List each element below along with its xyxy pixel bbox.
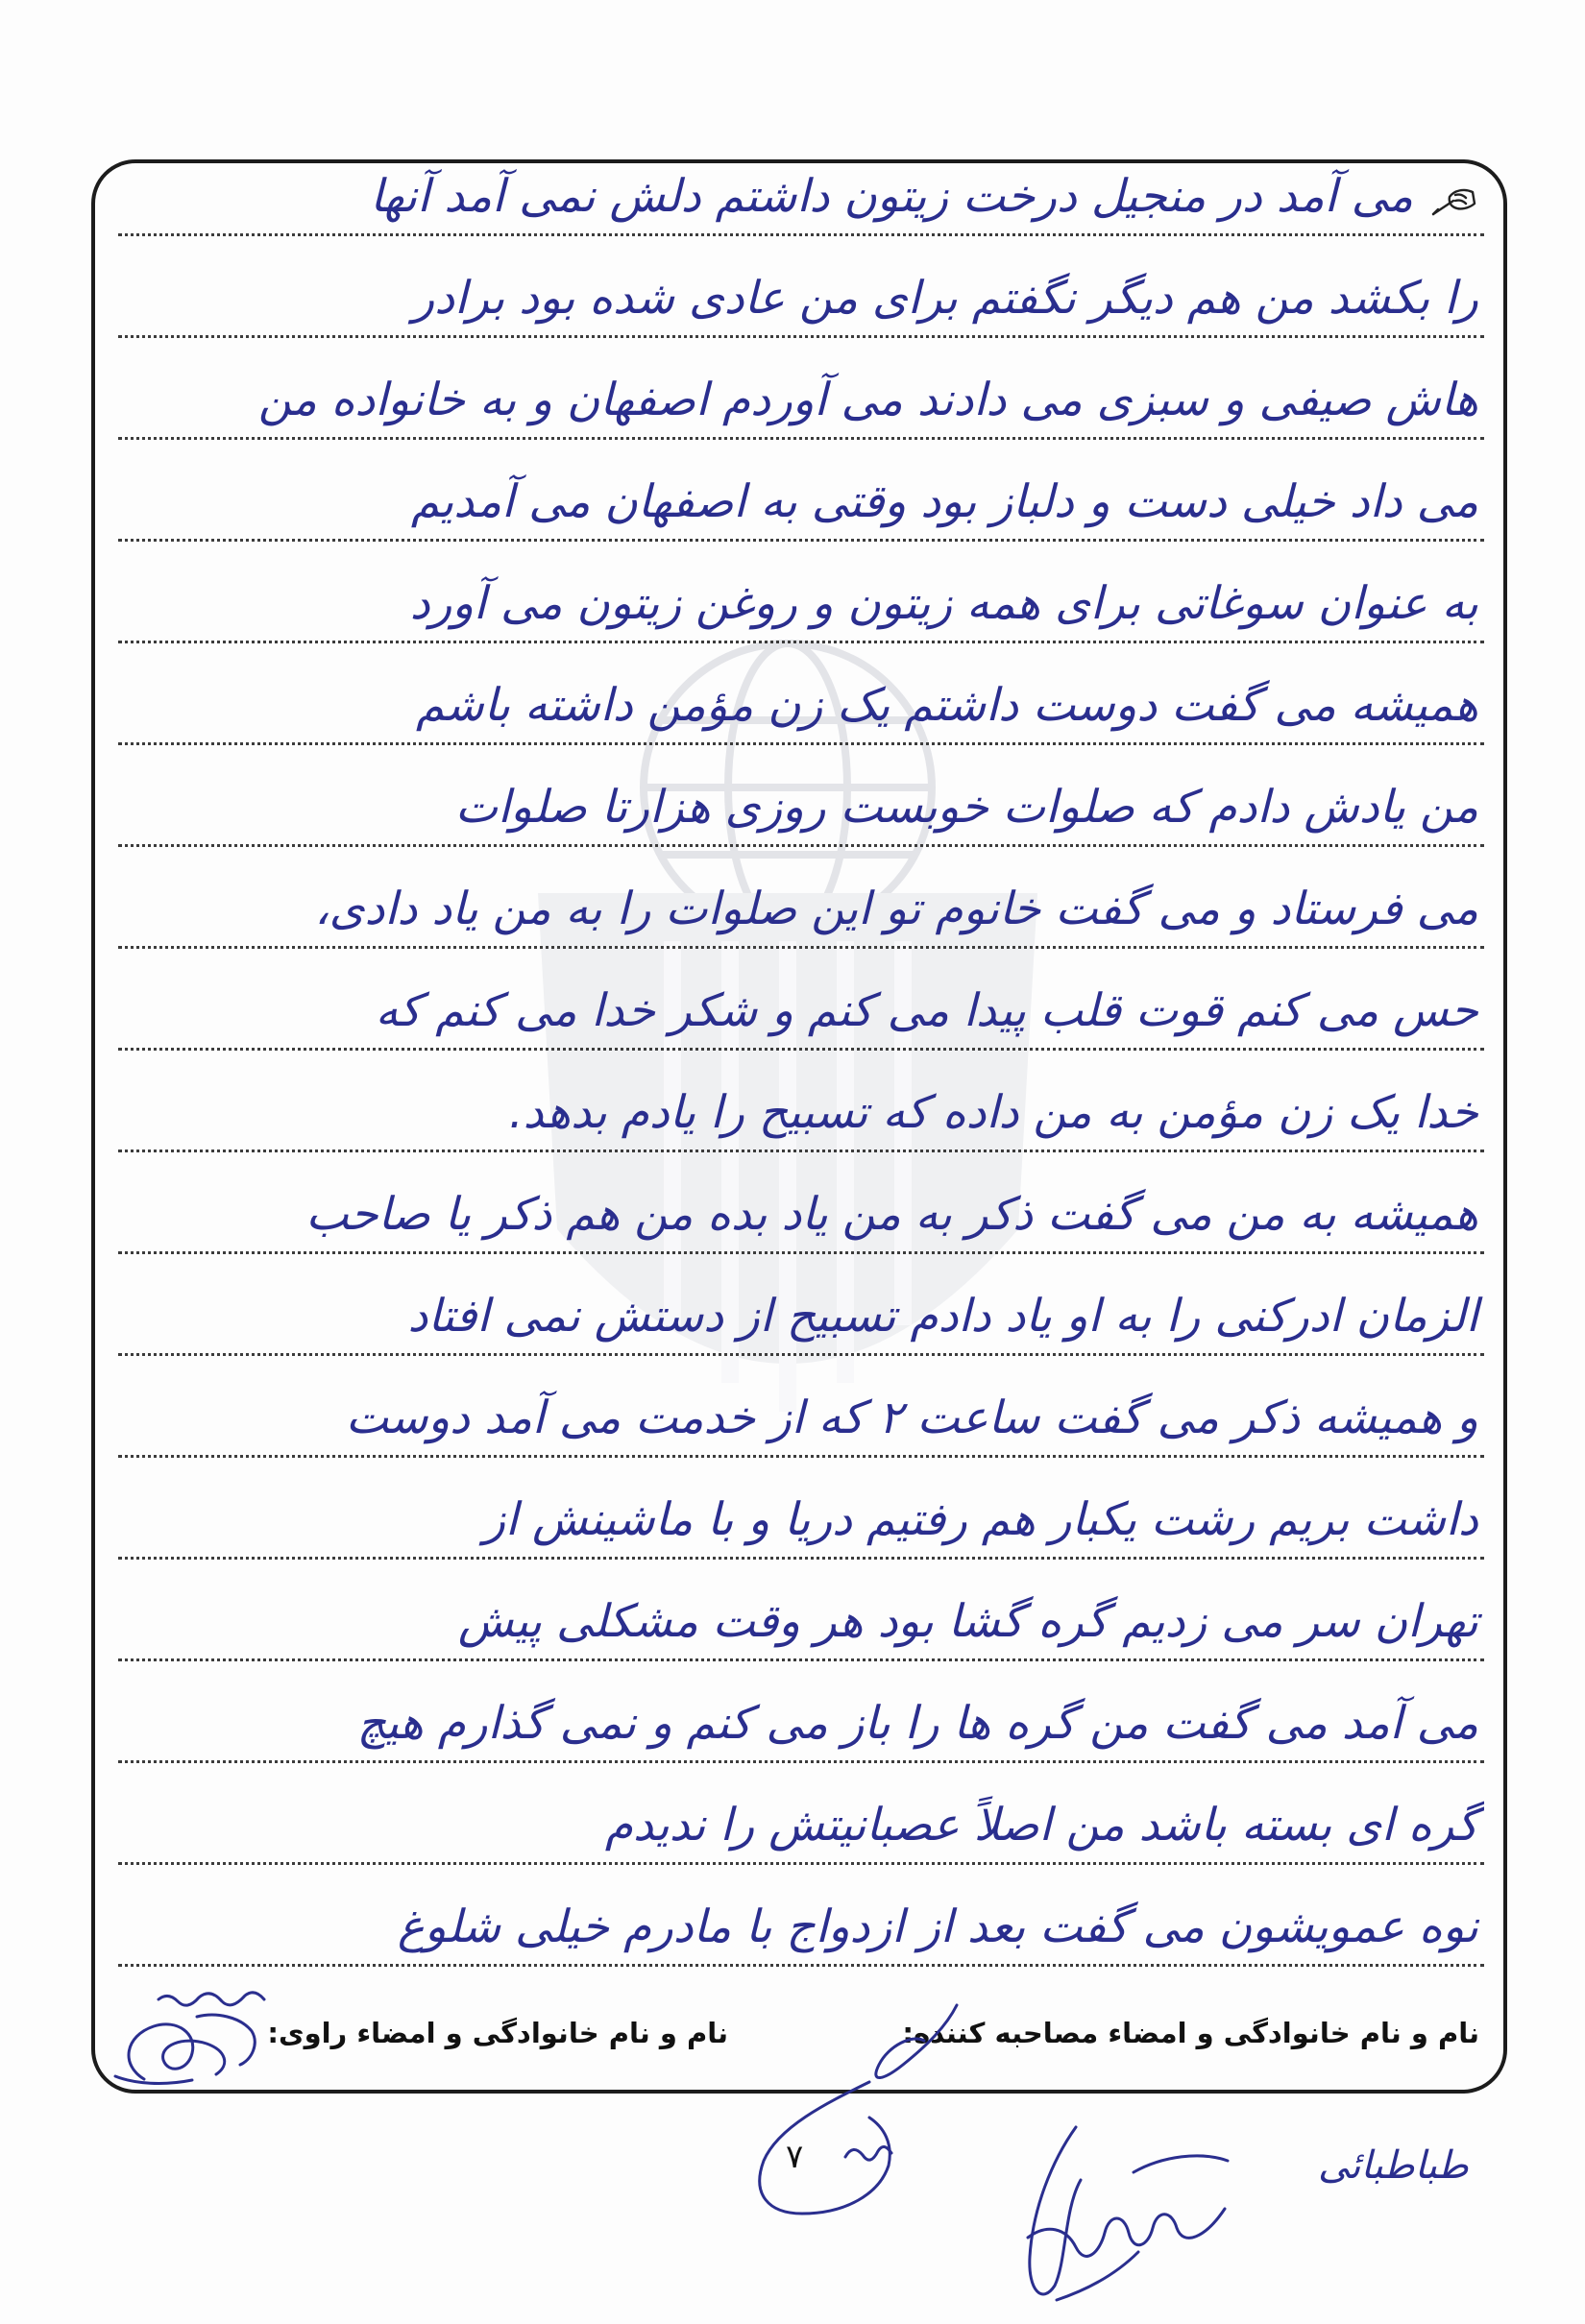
writing-hand-icon — [1430, 182, 1478, 220]
interviewer-signature-label: نام و نام خانوادگی و امضاء مصاحبه کننده: — [902, 2017, 1479, 2049]
line-text: همیشه به من می گفت ذکر به من یاد بده من هم ذکر یا صاحب — [305, 1188, 1478, 1242]
second-signature — [1028, 2127, 1228, 2300]
handwritten-line — [118, 542, 1484, 643]
line-text: همیشه می گفت دوست داشتم یک زن مؤمن داشته باشم — [416, 679, 1478, 733]
line-text: می داد خیلی دست و دلباز بود وقتی به اصفهان می آمدیم — [410, 475, 1478, 529]
handwritten-line — [118, 847, 1484, 949]
handwritten-line — [118, 1865, 1484, 1967]
line-text: حس می کنم قوت قلب پیدا می کنم و شکر خدا می کنم که — [375, 984, 1478, 1038]
line-text: نوه عمویشون می گفت بعد از ازدواج با مادرم خیلی شلوغ — [397, 1900, 1478, 1954]
line-text: من یادش دادم که صلوات خوبست روزی هزارتا صلوات — [454, 781, 1478, 835]
handwritten-line — [118, 134, 1484, 236]
page-number: ۷ — [786, 2138, 804, 2176]
handwritten-line — [118, 1051, 1484, 1152]
line-text: داشت بریم رشت یکبار هم رفتیم دریا و با ماشینش از — [483, 1493, 1478, 1547]
handwritten-line — [118, 643, 1484, 745]
handwritten-line — [118, 1152, 1484, 1254]
handwritten-line — [118, 1763, 1484, 1865]
line-text: خدا یک زن مؤمن به من داده که تسبیح را یادم بدهد. — [508, 1086, 1478, 1140]
line-text: می آمد می گفت من گره ها را باز می کنم و نمی گذارم هیچ — [356, 1697, 1478, 1751]
line-text: الزمان ادرکنی را به او یاد دادم تسبیح از دستش نمی افتاد — [407, 1290, 1478, 1344]
line-text: به عنوان سوغاتی برای همه زیتون و روغن زیتون می آورد — [409, 577, 1478, 631]
handwritten-line — [118, 949, 1484, 1051]
handwritten-line — [118, 236, 1484, 338]
line-text: هاش صیفی و سبزی می دادند می آوردم اصفهان و به خانواده من — [257, 374, 1478, 427]
handwritten-body — [118, 134, 1484, 1967]
line-text: می آمد در منجیل درخت زیتون داشتم دلش نمی آمد آنها — [370, 170, 1413, 224]
handwritten-line — [118, 1661, 1484, 1763]
handwritten-line — [118, 1356, 1484, 1458]
line-text: تهران سر می زدیم گره گشا بود هر وقت مشکلی پیش — [457, 1595, 1478, 1649]
handwritten-line — [118, 1458, 1484, 1560]
handwritten-line — [118, 338, 1484, 440]
handwritten-line — [118, 1560, 1484, 1661]
handwritten-line — [118, 440, 1484, 542]
line-text: را بکشد من هم دیگر نگفتم برای من عادی شده بود برادر — [412, 272, 1478, 326]
handwritten-line — [118, 1254, 1484, 1356]
narrator-signature-label: نام و نام خانوادگی و امضاء راوی: — [267, 2017, 728, 2049]
line-text: گره ای بسته باشد من اصلاً عصبانیتش را ندیدم — [604, 1799, 1478, 1852]
handwritten-line — [118, 745, 1484, 847]
line-text: می فرستاد و می گفت خانوم تو این صلوات را به من یاد دادی، — [314, 883, 1478, 936]
reviewer-name: طباطبائی — [1318, 2143, 1469, 2188]
line-text: و همیشه ذکر می گفت ساعت ۲ که از خدمت می آمد دوست — [345, 1392, 1478, 1445]
